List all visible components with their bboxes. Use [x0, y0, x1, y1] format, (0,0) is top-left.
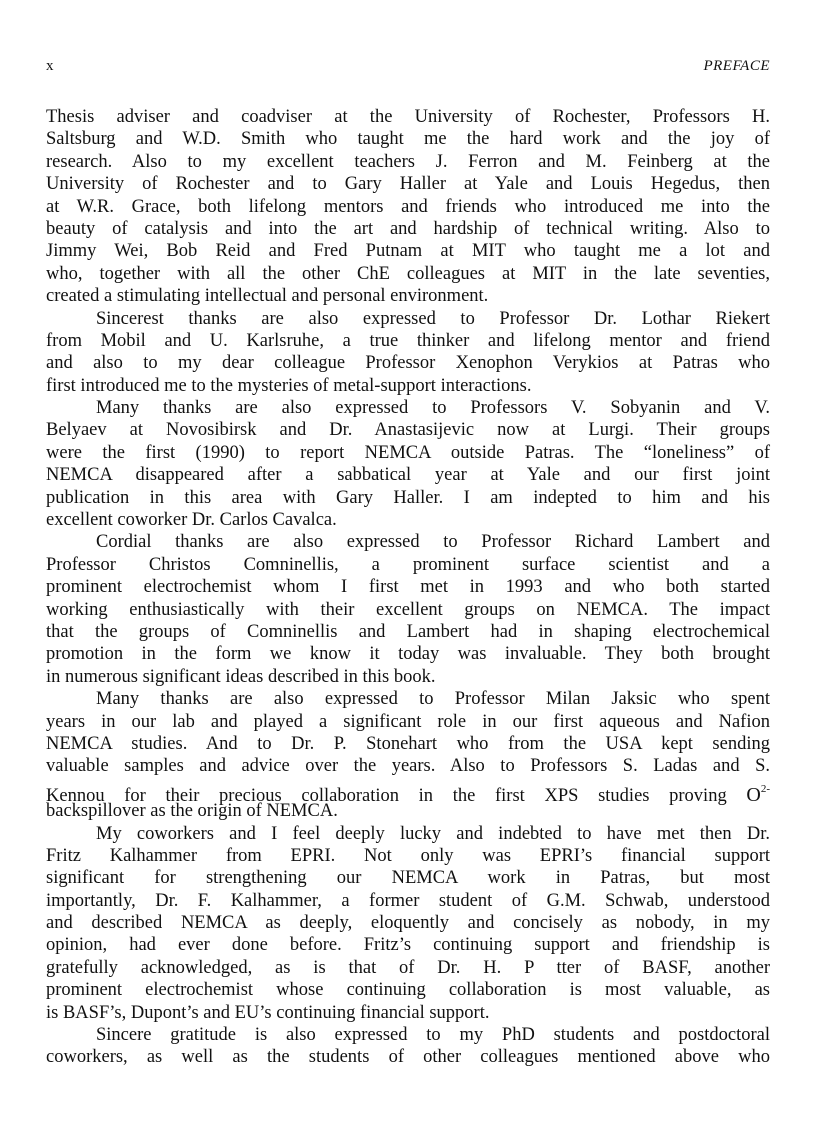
text-line: created a stimulating intellectual and personal environment. — [46, 286, 489, 307]
text-line: in numerous significant ideas described in this book. — [46, 666, 436, 687]
text-line: NEMCA studies. And to Dr. P. Stonehart who from the USA kept sending — [46, 733, 770, 754]
text-line: that the groups of Comninellis and Lambert had in shaping electrochemical — [46, 621, 770, 642]
text-line: years in our lab and played a significant role in our first aqueous and Nafion — [46, 711, 770, 732]
text-line: promotion in the form we know it today was invaluable. They both brought — [46, 644, 770, 665]
body-text — [46, 106, 770, 1069]
paragraph — [46, 308, 770, 398]
text-line: at W.R. Grace, both lifelong mentors and friends who introduced me into the — [46, 196, 770, 217]
paragraph — [46, 823, 770, 1025]
text-line: coworkers, as well as the students of other colleagues mentioned above who — [46, 1047, 770, 1068]
paragraph — [46, 106, 770, 308]
page-number: x — [46, 58, 54, 74]
text-line: University of Rochester and to Gary Haller at Yale and Louis Hegedus, then — [46, 174, 770, 195]
text-line: prominent electrochemist whom I first met in 1993 and who both started — [46, 577, 770, 598]
text-line: and described NEMCA as deeply, eloquently and concisely as nobody, in my — [46, 913, 770, 934]
text-line: importantly, Dr. F. Kalhammer, a former student of G.M. Schwab, understood — [46, 890, 770, 911]
ion-charge: 2- — [760, 782, 770, 795]
text-line: publication in this area with Gary Haller. I am indepted to him and his — [46, 487, 770, 508]
text-line: Fritz Kalhammer from EPRI. Not only was EPRI’s financial support — [46, 845, 770, 866]
text-line-with-ion — [46, 778, 770, 806]
text-line: were the first (1990) to report NEMCA outside Patras. The “loneliness” of — [46, 442, 770, 463]
text-line: Many thanks are also expressed to Professor Milan Jaksic who spent — [96, 689, 770, 710]
text-line: Sincerest thanks are also expressed to Professor Dr. Lothar Riekert — [96, 308, 770, 329]
text-line: research. Also to my excellent teachers J. Ferron and M. Feinberg at the — [46, 151, 770, 172]
text-line: My coworkers and I feel deeply lucky and indebted to have met then Dr. — [96, 823, 770, 844]
text-line: NEMCA disappeared after a sabbatical year at Yale and our first joint — [46, 465, 770, 486]
text-line: first introduced me to the mysteries of metal-support interactions. — [46, 375, 532, 396]
running-header — [46, 58, 770, 78]
text-line: Belyaev at Novosibirsk and Dr. Anastasijevic now at Lurgi. Their groups — [46, 420, 770, 441]
text-line: Thesis adviser and coadviser at the University of Rochester, Professors H. — [46, 107, 770, 127]
text-line: Cordial thanks are also expressed to Professor Richard Lambert and — [96, 532, 770, 553]
text-line: Many thanks are also expressed to Professors V. Sobyanin and V. — [96, 398, 770, 419]
oxygen-ion-symbol: $O^{2-}$ — [746, 782, 770, 806]
text-line: Jimmy Wei, Bob Reid and Fred Putnam at MIT who taught me a lot and — [46, 241, 770, 262]
paragraph — [46, 531, 770, 688]
text-line: valuable samples and advice over the years. Also to Professors S. Ladas and S. — [46, 756, 770, 777]
text-line: opinion, had ever done before. Fritz’s continuing support and friendship is — [46, 935, 770, 956]
text-line: significant for strengthening our NEMCA work in Patras, but most — [46, 868, 770, 889]
text-line: excellent coworker Dr. Carlos Cavalca. — [46, 510, 337, 531]
text-line: prominent electrochemist whose continuing collaboration is most valuable, as — [46, 980, 770, 1001]
text-line: gratefully acknowledged, as is that of Dr. H. P tter of BASF, another — [46, 957, 770, 978]
text-line: who, together with all the other ChE colleagues at MIT in the late seventies, — [46, 263, 770, 284]
text-line: is BASF’s, Dupont’s and EU’s continuing financial support. — [46, 1002, 490, 1023]
text-line: Kennou for their precious collaboration in the first XPS studies proving — [46, 785, 727, 806]
text-line: from Mobil and U. Karlsruhe, a true thinker and lifelong mentor and friend — [46, 330, 770, 351]
text-line: Sincere gratitude is also expressed to my PhD students and postdoctoral — [96, 1025, 770, 1046]
text-line: Saltsburg and W.D. Smith who taught me the hard work and the joy of — [46, 129, 770, 150]
section-title: PREFACE — [703, 58, 770, 74]
text-line: working enthusiastically with their excellent groups on NEMCA. The impact — [46, 599, 770, 620]
paragraph — [46, 397, 770, 531]
text-line: backspillover as the origin of NEMCA. — [46, 801, 338, 822]
paragraph — [46, 688, 770, 822]
text-line: and also to my dear colleague Professor Xenophon Verykios at Patras who — [46, 353, 770, 374]
text-line: beauty of catalysis and into the art and hardship of technical writing. Also to — [46, 218, 770, 239]
text-line: Professor Christos Comninellis, a prominent surface scientist and a — [46, 554, 770, 575]
paragraph — [46, 1024, 770, 1069]
